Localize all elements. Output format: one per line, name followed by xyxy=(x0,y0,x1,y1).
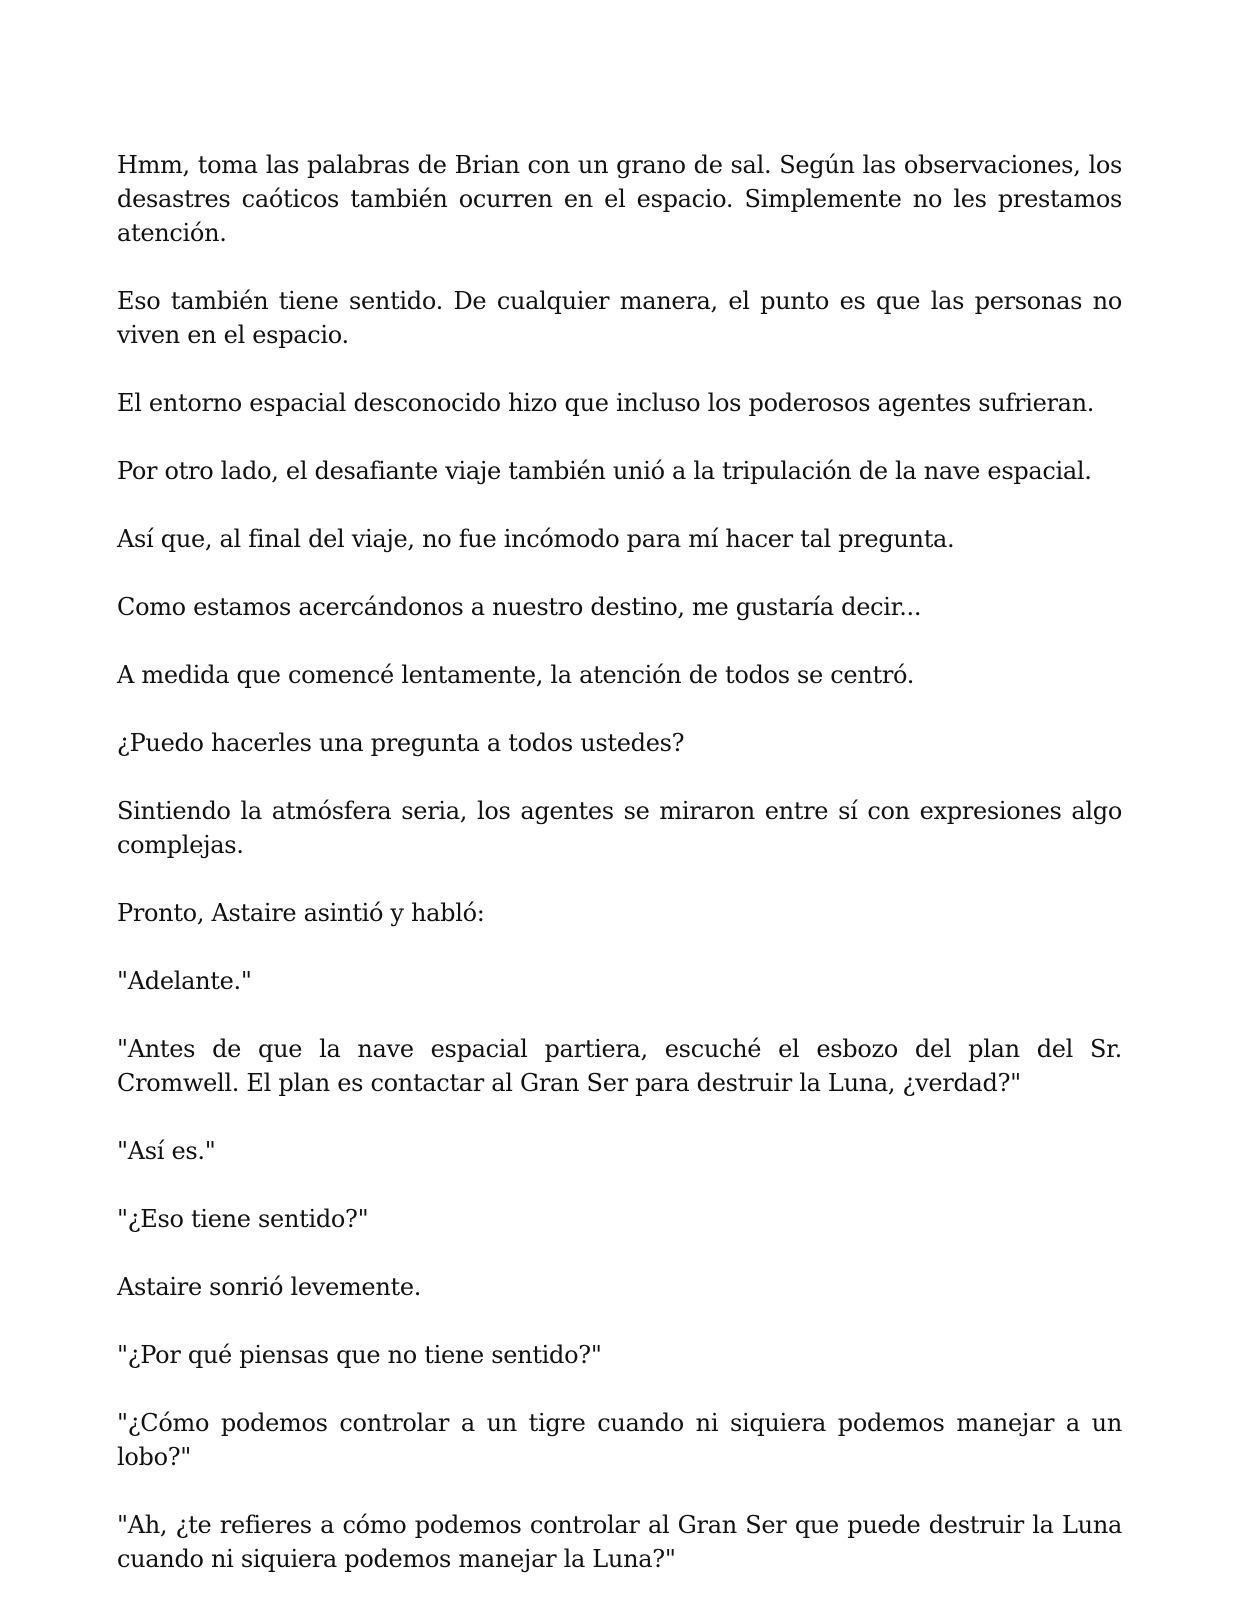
paragraph-2: Eso también tiene sentido. De cualquier manera, el punto es que las personas no viven en el espacio. xyxy=(117,287,1122,349)
paragraph-11: "Adelante." xyxy=(117,967,252,995)
paragraph-5: Así que, al final del viaje, no fue incómodo para mí hacer tal pregunta. xyxy=(117,525,955,553)
document-body xyxy=(117,148,1122,1610)
paragraph-10: Pronto, Astaire asintió y habló: xyxy=(117,899,485,927)
paragraph-12: "Antes de que la nave espacial partiera, escuché el esbozo del plan del Sr. Cromwell. El plan es contactar al Gran Ser para destruir la Luna, ¿verdad?" xyxy=(117,1035,1122,1097)
paragraph-6: Como estamos acercándonos a nuestro destino, me gustaría decir... xyxy=(117,593,922,621)
paragraph-17: "¿Cómo podemos controlar a un tigre cuando ni siquiera podemos manejar a un lobo?" xyxy=(117,1409,1122,1471)
paragraph-18: "Ah, ¿te refieres a cómo podemos controlar al Gran Ser que puede destruir la Luna cuando ni siquiera podemos manejar la Luna?" xyxy=(117,1511,1122,1573)
paragraph-16: "¿Por qué piensas que no tiene sentido?" xyxy=(117,1341,602,1369)
paragraph-13: "Así es." xyxy=(117,1137,216,1165)
paragraph-4: Por otro lado, el desafiante viaje también unió a la tripulación de la nave espacial. xyxy=(117,457,1092,485)
paragraph-3: El entorno espacial desconocido hizo que incluso los poderosos agentes sufrieran. xyxy=(117,389,1095,417)
paragraph-1: Hmm, toma las palabras de Brian con un grano de sal. Según las observaciones, los desastres caóticos también ocurren en el espacio. Simplemente no les prestamos atención. xyxy=(117,151,1122,247)
paragraph-15: Astaire sonrió levemente. xyxy=(117,1273,422,1301)
paragraph-7: A medida que comencé lentamente, la atención de todos se centró. xyxy=(117,661,915,689)
paragraph-8: ¿Puedo hacerles una pregunta a todos ustedes? xyxy=(117,729,685,757)
paragraph-9: Sintiendo la atmósfera seria, los agentes se miraron entre sí con expresiones algo complejas. xyxy=(117,797,1122,859)
paragraph-14: "¿Eso tiene sentido?" xyxy=(117,1205,369,1233)
